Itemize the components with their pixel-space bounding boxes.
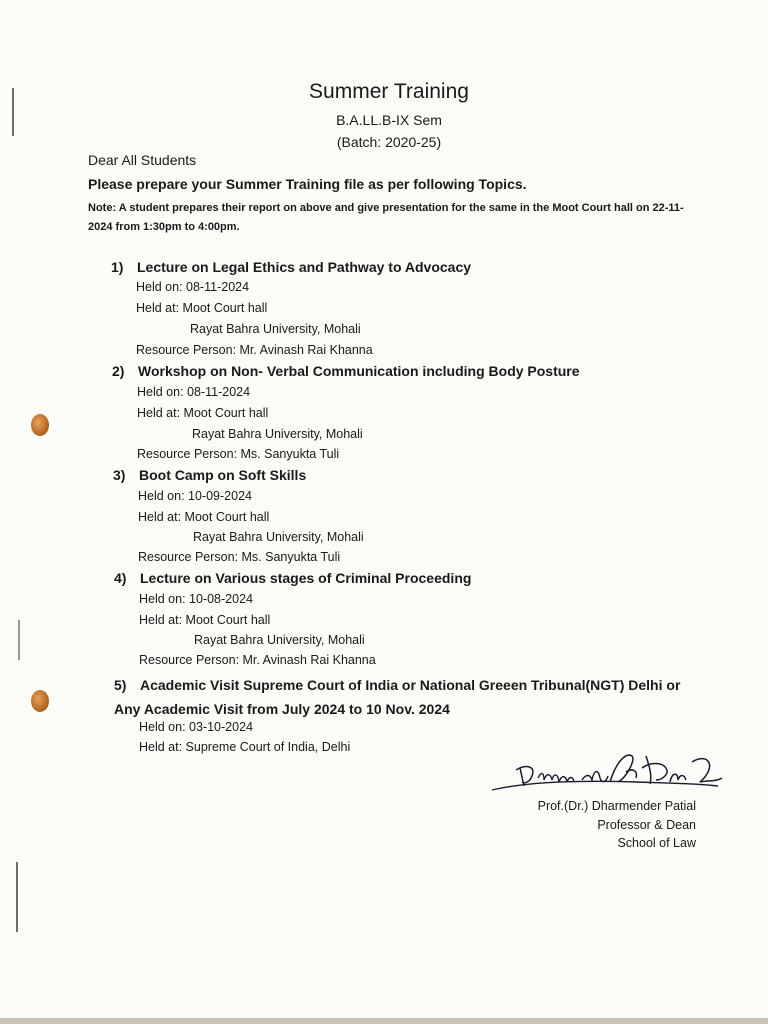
held-on: Held on: 08-11-2024 — [136, 280, 250, 294]
held-at: Held at: Moot Court hall — [136, 301, 268, 315]
resource-person: Resource Person: Mr. Avinash Rai Khanna — [136, 343, 373, 357]
location: Rayat Bahra University, Mohali — [193, 530, 364, 544]
handwritten-signature — [486, 742, 726, 802]
resource-person: Resource Person: Mr. Avinash Rai Khanna — [139, 653, 376, 667]
held-at: Held at: Supreme Court of India, Delhi — [139, 740, 351, 754]
topic-number: 3) — [113, 467, 126, 483]
scan-bottom-edge — [0, 1018, 768, 1024]
signatory-department: School of Law — [617, 836, 696, 850]
instruction: Please prepare your Summer Training file as per following Topics. — [88, 176, 527, 192]
resource-person: Resource Person: Ms. Sanyukta Tuli — [138, 550, 341, 564]
topic-title: Boot Camp on Soft Skills — [139, 467, 307, 483]
signatory-designation: Professor & Dean — [597, 818, 696, 832]
held-on: Held on: 08-11-2024 — [137, 385, 251, 399]
topic-number: 5) — [114, 677, 127, 693]
document-title: Summer Training — [309, 80, 469, 103]
topic-number: 4) — [114, 570, 127, 586]
punch-hole-bottom — [31, 690, 49, 712]
held-at: Held at: Moot Court hall — [137, 406, 269, 420]
topic-title: Academic Visit Supreme Court of India or National Greeen Tribunal(NGT) Delhi or Any Academic Visit from July 2024 to 10 Nov. 2024 — [114, 677, 681, 717]
scan-edge-mark — [16, 862, 18, 932]
topic-number: 2) — [112, 363, 125, 379]
held-on: Held on: 03-10-2024 — [139, 720, 253, 734]
batch-label: (Batch: 2020-25) — [336, 134, 442, 150]
topic-3-heading — [113, 467, 306, 483]
topic-title: Lecture on Legal Ethics and Pathway to Advocacy — [137, 259, 472, 275]
topic-2-heading — [112, 363, 580, 379]
topic-5-heading — [114, 673, 704, 721]
held-on: Held on: 10-08-2024 — [139, 592, 253, 606]
topic-number: 1) — [111, 259, 124, 275]
held-at: Held at: Moot Court hall — [139, 613, 271, 627]
topic-1-heading — [111, 259, 471, 275]
topic-title: Lecture on Various stages of Criminal Proceeding — [140, 570, 472, 586]
punch-hole-top — [31, 414, 49, 436]
scan-edge-mark — [18, 620, 20, 660]
signatory-name: Prof.(Dr.) Dharmender Patial — [537, 799, 696, 813]
location: Rayat Bahra University, Mohali — [190, 322, 361, 336]
location: Rayat Bahra University, Mohali — [192, 427, 363, 441]
topic-title: Workshop on Non- Verbal Communication including Body Posture — [138, 363, 580, 379]
greeting: Dear All Students — [88, 152, 197, 168]
held-on: Held on: 10-09-2024 — [138, 489, 252, 503]
resource-person: Resource Person: Ms. Sanyukta Tuli — [137, 447, 340, 461]
location: Rayat Bahra University, Mohali — [194, 633, 365, 647]
held-at: Held at: Moot Court hall — [138, 510, 270, 524]
note: Note: A student prepares their report on above and give presentation for the same in the Moot Court hall on 22-11-2024 from 1:30pm to 4:00pm. — [88, 202, 684, 233]
program-name: B.A.LL.B-IX Sem — [336, 112, 442, 128]
topic-4-heading — [114, 570, 471, 586]
